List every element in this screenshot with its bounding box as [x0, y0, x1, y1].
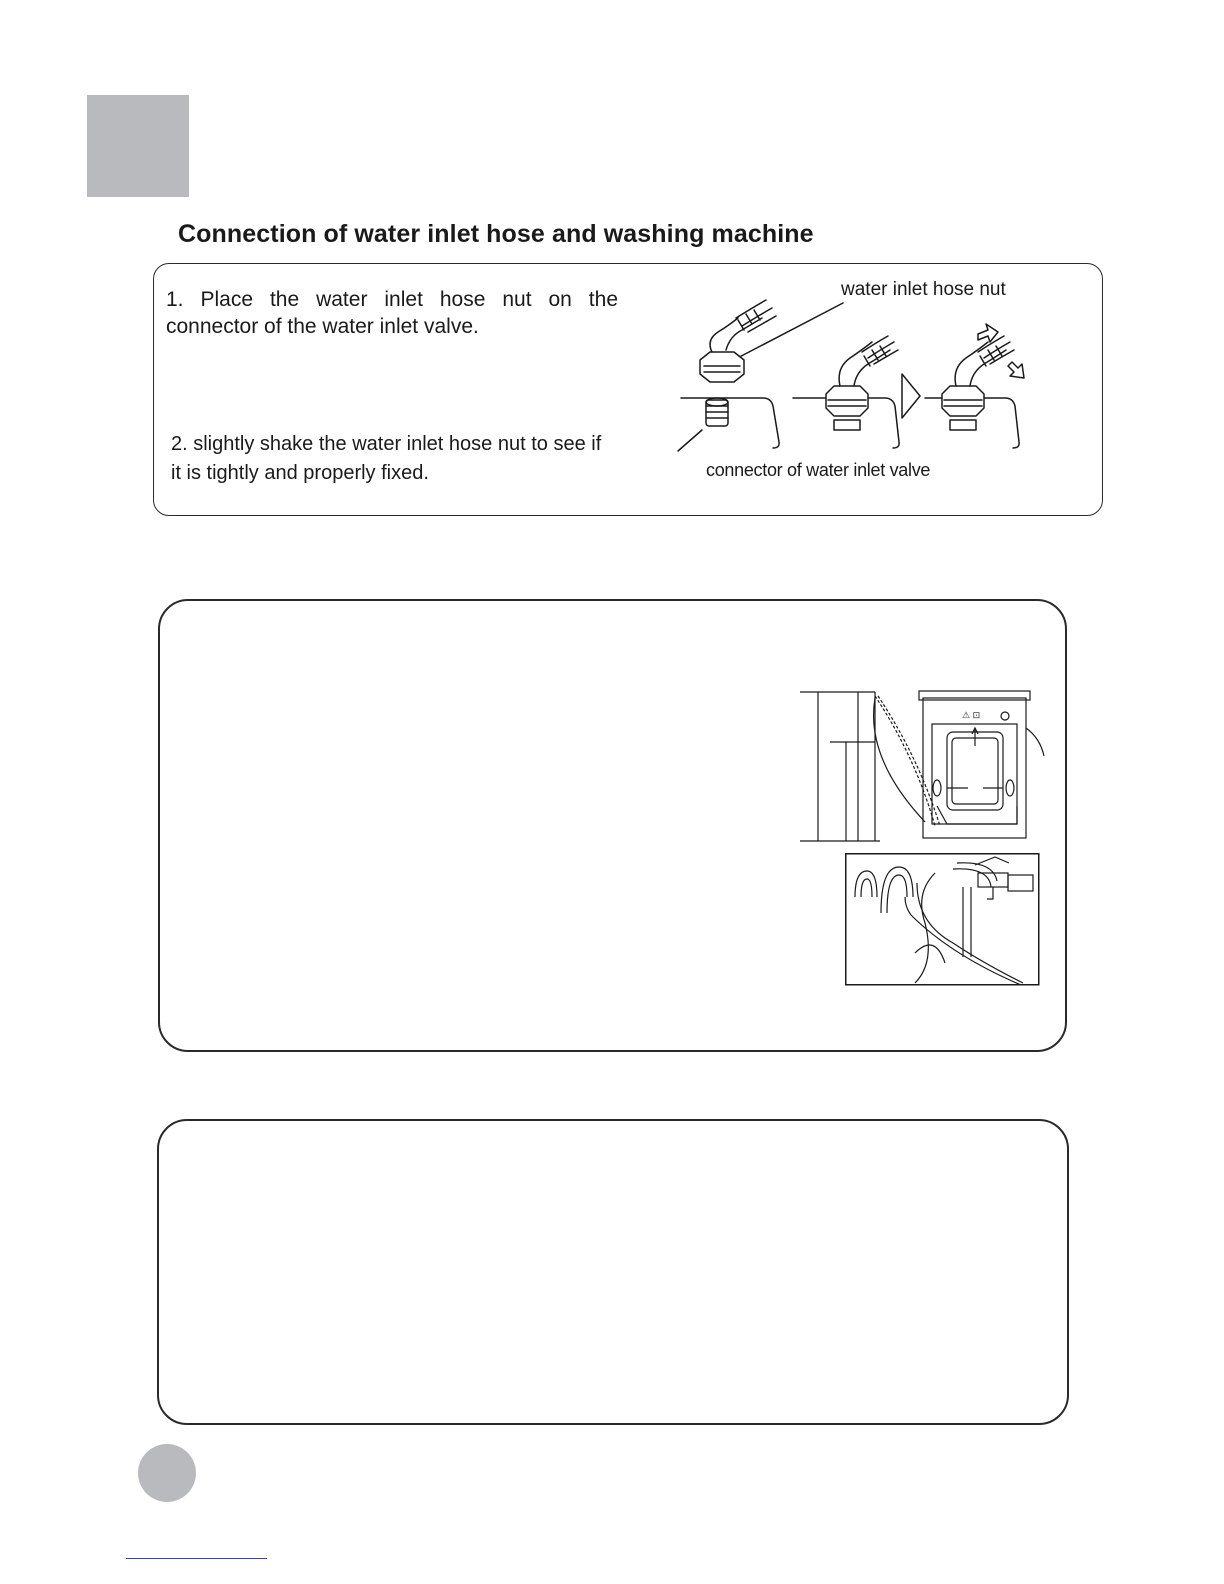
shake-arrow-down-icon: [1008, 362, 1024, 378]
section-title: Connection of water inlet hose and washing machine: [178, 220, 814, 248]
leader-line-connector: [678, 430, 702, 451]
drain-hose-and-tap-diagram: [845, 853, 1040, 986]
figure-nut-above-connector: [681, 300, 779, 448]
label-connector-of-valve: connector of water inlet valve: [706, 460, 931, 480]
empty-notes-panel: [157, 1119, 1069, 1425]
next-step-arrow-icon: [902, 374, 920, 418]
figure-nut-on-connector: [793, 336, 899, 448]
footer-rule: [126, 1558, 267, 1559]
shake-arrow-up-icon: [978, 324, 998, 342]
rear-of-washing-machine-diagram: [800, 688, 1050, 848]
step-1-text-line-2: connector of the water inlet valve.: [166, 315, 479, 338]
svg-text:⚠ ⊡: ⚠ ⊡: [962, 710, 981, 720]
label-water-inlet-hose-nut: water inlet hose nut: [841, 279, 1006, 300]
step-1-text-line-1: 1. Place the water inlet hose nut on the: [166, 288, 618, 311]
page-number-badge: [138, 1444, 196, 1502]
figure-shake-nut: [925, 324, 1024, 448]
step-2-text-line-2: it is tightly and properly fixed.: [171, 462, 429, 484]
step-2-text-line-1: 2. slightly shake the water inlet hose nut to see if: [171, 433, 602, 455]
hose-connection-illustration: [0, 0, 1224, 600]
leader-line-nut: [726, 303, 843, 364]
